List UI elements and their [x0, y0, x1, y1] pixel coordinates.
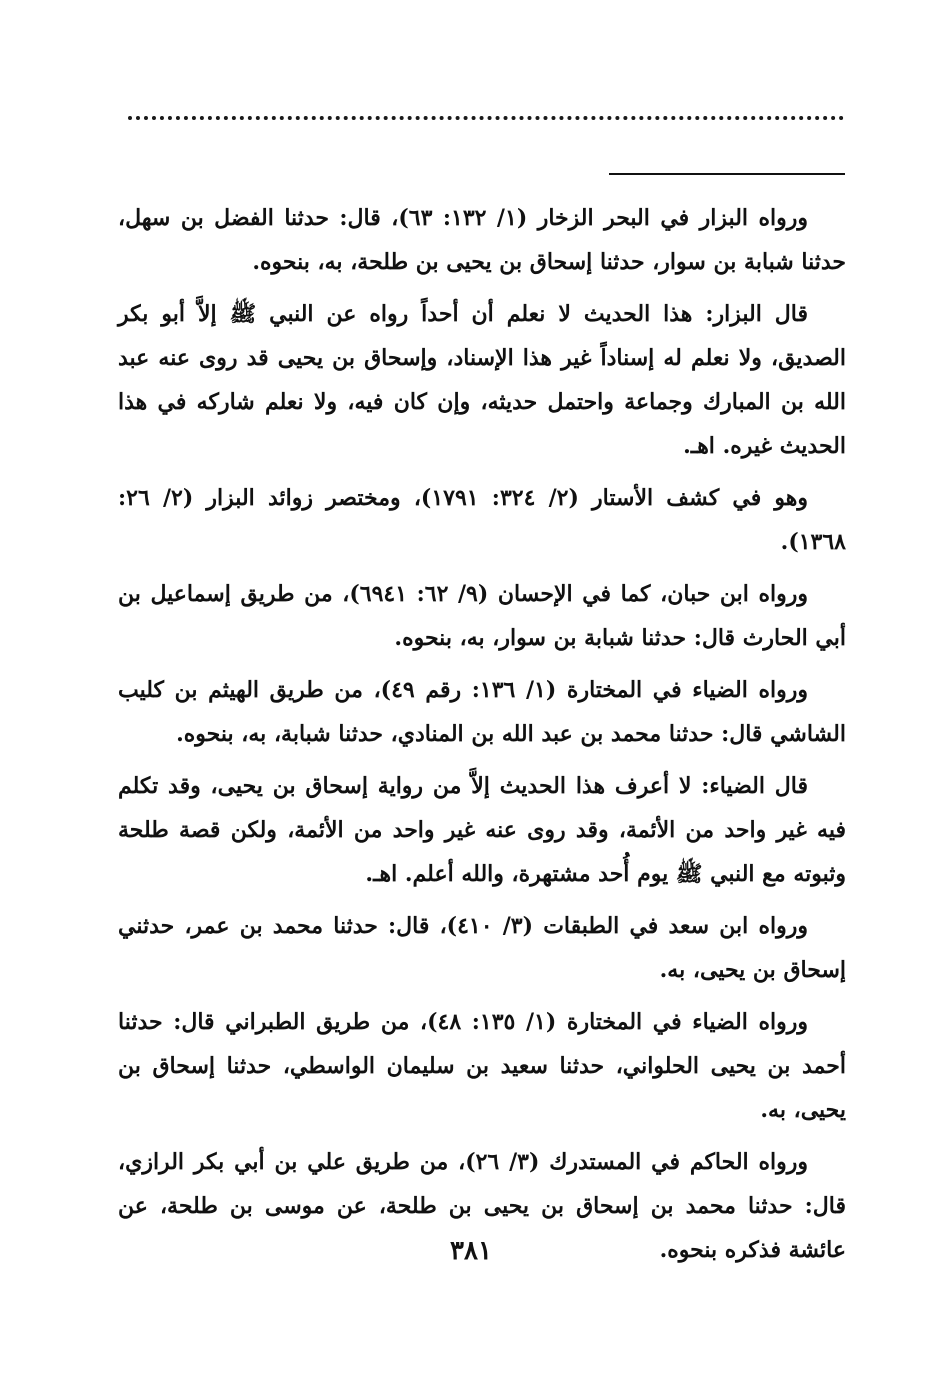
paragraph: ورواه ابن سعد في الطبقات (٣/ ٤١٠)، قال: حدثنا محمد بن عمر، حدثني إسحاق بن يحيى، به. [118, 913, 846, 983]
footnote-rule [609, 173, 845, 175]
paragraph: وهو في كشف الأستار (٢/ ٣٢٤: ١٧٩١)، ومختصر زوائد البزار (٢/ ٢٦: ١٣٦٨). [118, 485, 846, 555]
paragraph: ورواه الضياء في المختارة (١/ ١٣٦: رقم ٤٩)، من طريق الهيثم بن كليب الشاشي قال: حدثنا محمد بن عبد الله بن المنادي، حدثنا شبابة، به، بنحوه. [118, 677, 846, 747]
dotted-separator [128, 116, 844, 120]
paragraph: ورواه البزار في البحر الزخار (١/ ١٣٢: ٦٣)، قال: حدثنا الفضل بن سهل، حدثنا شبابة بن سوار، حدثنا إسحاق بن يحيى بن طلحة، به، بنحوه. [118, 205, 846, 275]
paragraph: ورواه الضياء في المختارة (١/ ١٣٥: ٤٨)، من طريق الطبراني قال: حدثنا أحمد بن يحيى الحلواني، حدثنا سعيد بن سليمان الواسطي، حدثنا إسحاق بن يحيى، به. [118, 1009, 846, 1123]
page-number: ٣٨١ [450, 1236, 492, 1266]
paragraph: ورواه الحاكم في المستدرك (٣/ ٢٦)، من طريق علي بن أبي بكر الرازي، قال: حدثنا محمد بن إسحاق بن يحيى بن طلحة، عن موسى بن طلحة، عن عائشة فذكره بنحوه. [118, 1149, 846, 1263]
footnote-text-block [118, 196, 846, 1280]
paragraph: قال البزار: هذا الحديث لا نعلم أن أحداً رواه عن النبي ﷺ إلاَّ أبو بكر الصديق، ولا نعلم له إسناداً غير هذا الإسناد، وإسحاق بن يحيى قد روى عنه عبد الله بن المبارك وجماعة واحتمل حديثه، وإن كان فيه، ولا نعلم شاركه في هذا الحديث غيره. اهـ. [118, 301, 846, 459]
paragraph: قال الضياء: لا أعرف هذا الحديث إلاَّ من رواية إسحاق بن يحيى، وقد تكلم فيه غير واحد من الأئمة، وقد روى عنه غير واحد من الأئمة، ولكن قصة طلحة وثبوته مع النبي ﷺ يوم أُحد مشتهرة، والله أعلم. اهـ. [118, 773, 846, 887]
paragraph: ورواه ابن حبان، كما في الإحسان (٩/ ٦٢: ٦٩٤١)، من طريق إسماعيل بن أبي الحارث قال: حدثنا شبابة بن سوار، به، بنحوه. [118, 581, 846, 651]
